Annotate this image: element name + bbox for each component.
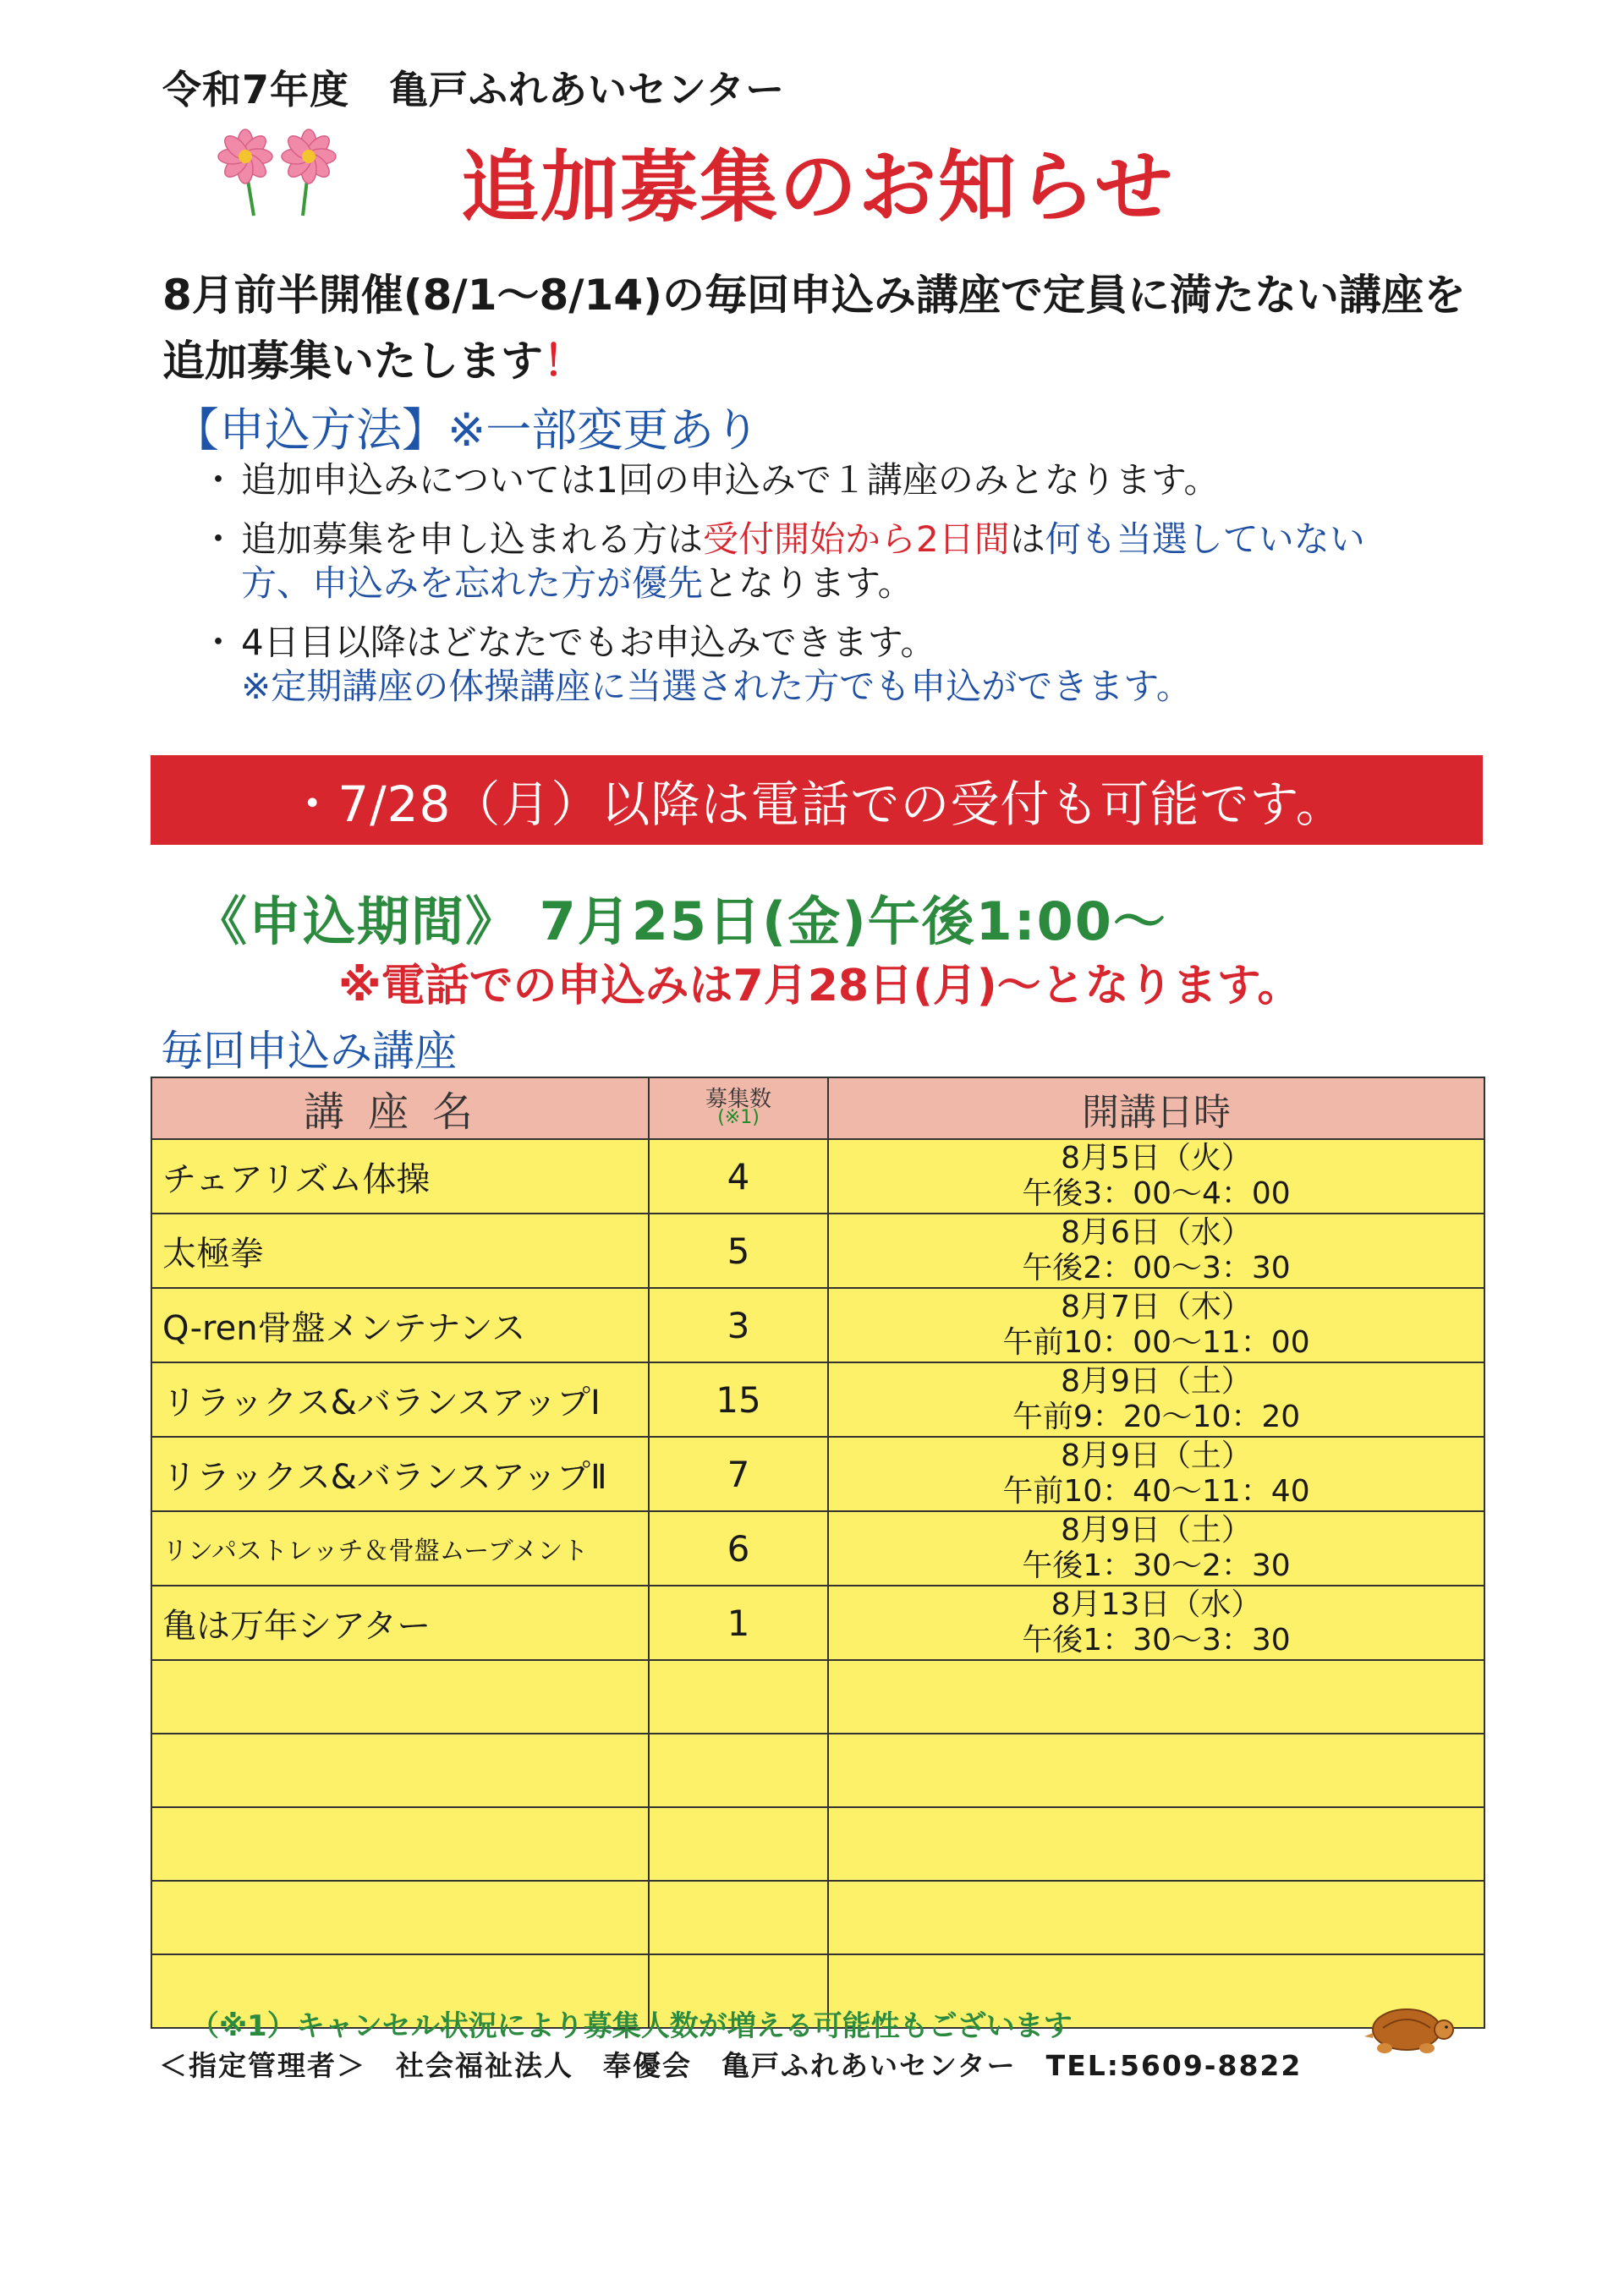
method-item: [207, 518, 1434, 606]
course-time: 午後2：00～3：30: [1022, 1251, 1291, 1285]
course-count: 5: [649, 1214, 828, 1288]
header-date: 開講日時: [828, 1077, 1484, 1139]
table-row: [151, 1139, 1484, 1214]
course-day: 8月9日（土）: [1061, 1513, 1252, 1548]
intro-body: 8月前半開催(8/1～8/14)の毎回申込み講座で定員に満たない講座を追加募集いたします: [162, 271, 1466, 386]
org-line: 令和7年度 亀戸ふれあいセンター: [162, 67, 786, 112]
course-date: [828, 1437, 1484, 1511]
course-time: 午後1：30～3：30: [1022, 1623, 1291, 1658]
course-time: 午前9：20～10：20: [1012, 1400, 1301, 1434]
course-date: [828, 1214, 1484, 1288]
page-title: 追加募集のお知らせ: [461, 142, 1175, 233]
course-count: 1: [649, 1586, 828, 1660]
method-item-text: 4日目以降はどなたでもお申込みできます。: [241, 622, 936, 663]
method-item-highlight: 受付開始から2日間: [703, 518, 1010, 560]
course-date: [828, 1511, 1484, 1586]
table-row-empty: [151, 1734, 1484, 1807]
table-row: [151, 1288, 1484, 1362]
method-item-text: 追加申込みについては1回の申込みで１講座のみとなります。: [241, 459, 1220, 501]
course-date: [828, 1362, 1484, 1437]
table-row-empty: [151, 1881, 1484, 1954]
course-name: 太極拳: [151, 1214, 649, 1288]
course-name: リラックス&バランスアップⅡ: [151, 1437, 649, 1511]
table-row: [151, 1586, 1484, 1660]
table-row: [151, 1511, 1484, 1586]
header-count-note: (※1): [717, 1106, 760, 1128]
method-list: [207, 458, 1434, 724]
course-day: 8月6日（水）: [1061, 1215, 1252, 1250]
method-item: [207, 458, 1434, 502]
method-item-text: は: [1009, 518, 1045, 560]
course-count: 15: [649, 1362, 828, 1437]
method-item-note: ※定期講座の体操講座に当選された方でも申込ができます。: [241, 666, 1192, 707]
course-name: リラックス&バランスアップⅠ: [151, 1362, 649, 1437]
method-item-text: となります。: [703, 562, 914, 604]
method-item-text: 追加募集を申し込まれる方は: [241, 518, 704, 560]
application-period: 《申込期間》 7月25日(金)午後1:00～: [195, 890, 1167, 952]
course-time: 午後3：00～4：00: [1022, 1176, 1291, 1211]
course-day: 8月7日（木）: [1061, 1290, 1252, 1324]
course-time: 午前10：00～11：00: [1002, 1325, 1310, 1360]
course-date: [828, 1586, 1484, 1660]
course-name: チェアリズム体操: [151, 1139, 649, 1214]
course-count: 3: [649, 1288, 828, 1362]
cosmos-flower-icon: [203, 118, 355, 220]
header-count-label: 募集数: [705, 1086, 771, 1112]
course-time: 午前10：40～11：40: [1002, 1474, 1310, 1509]
footer-operator: ＜指定管理者＞ 社会福祉法人 奉優会 亀戸ふれあいセンター TEL:5609-8822: [159, 2049, 1303, 2082]
course-time: 午後1：30～2：30: [1022, 1548, 1291, 1583]
method-item: [207, 621, 1434, 709]
section-title: 毎回申込み講座: [161, 1027, 457, 1076]
header-count: [649, 1077, 828, 1139]
table-row-empty: [151, 1807, 1484, 1881]
course-day: 8月13日（水）: [1051, 1587, 1262, 1622]
intro-exclaim: ！: [543, 337, 585, 386]
header-name: 講座名: [151, 1077, 649, 1139]
footnote: （※1）キャンセル状況により募集人数が増える可能性もございます: [190, 2009, 1073, 2043]
table-row: [151, 1214, 1484, 1288]
course-day: 8月9日（土）: [1061, 1364, 1252, 1399]
course-date: [828, 1288, 1484, 1362]
turtle-icon: [1358, 1996, 1459, 2055]
course-name: リンパストレッチ＆骨盤ムーブメント: [151, 1511, 649, 1586]
course-date: [828, 1139, 1484, 1214]
courses-table: [151, 1077, 1485, 2029]
intro-text: [162, 262, 1482, 394]
phone-note: ※電話での申込みは7月28日(月)～となります。: [338, 961, 1302, 1011]
course-day: 8月5日（火）: [1061, 1141, 1252, 1175]
course-count: 4: [649, 1139, 828, 1214]
phone-banner: ・7/28（月）以降は電話での受付も可能です。: [151, 755, 1483, 845]
course-name: Q-ren骨盤メンテナンス: [151, 1288, 649, 1362]
course-count: 6: [649, 1511, 828, 1586]
table-row: [151, 1437, 1484, 1511]
table-row: [151, 1362, 1484, 1437]
table-header-row: [151, 1077, 1484, 1139]
course-name: 亀は万年シアター: [151, 1586, 649, 1660]
method-item-highlight: 何も当選していない方、申込みを忘れた方が優先: [241, 518, 1365, 604]
method-heading: 【申込方法】※一部変更あり: [173, 403, 760, 457]
table-row-empty: [151, 1660, 1484, 1734]
course-count: 7: [649, 1437, 828, 1511]
course-day: 8月9日（土）: [1061, 1438, 1252, 1473]
